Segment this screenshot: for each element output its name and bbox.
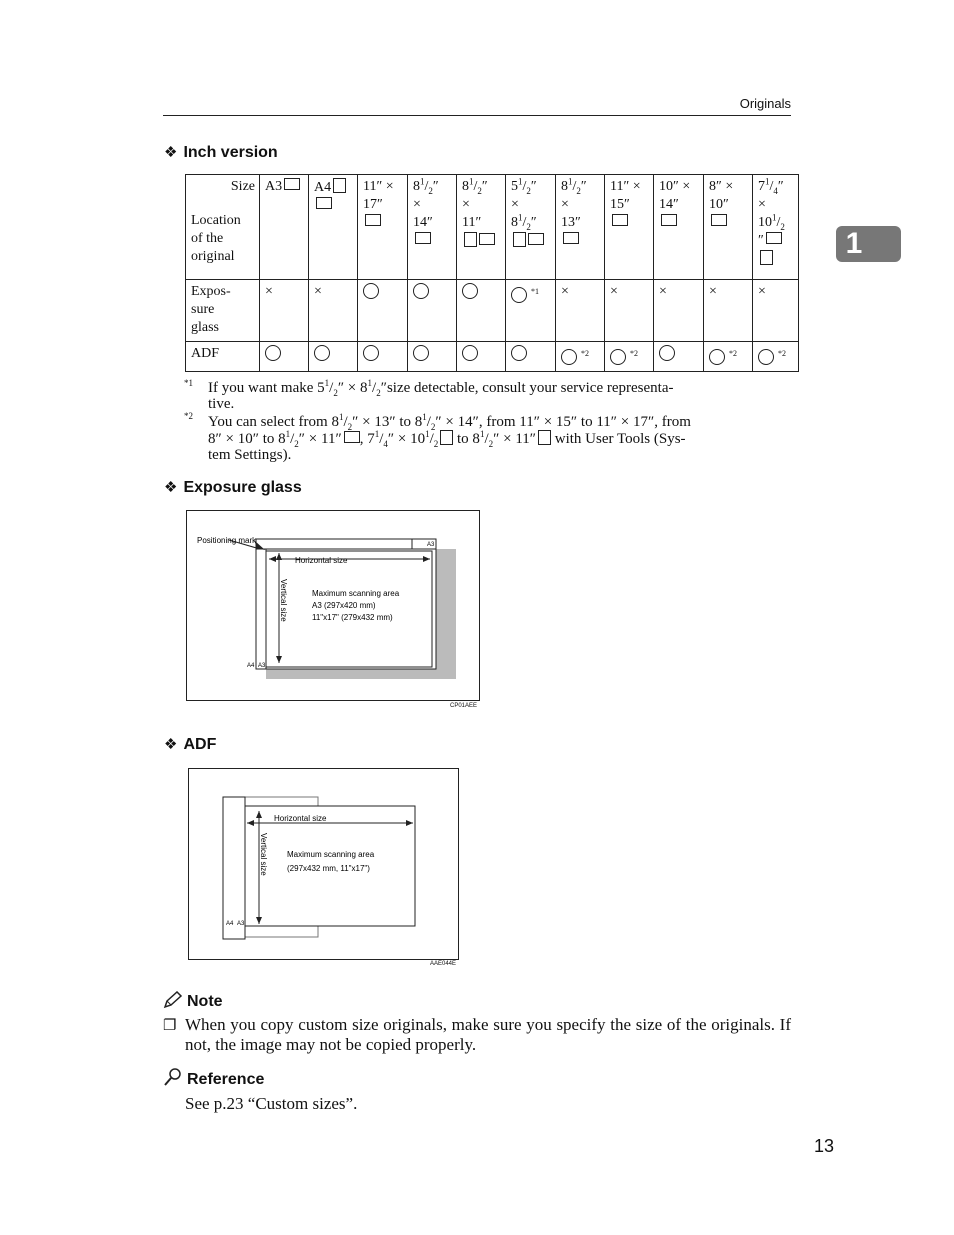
exposure-glass-heading (164, 478, 302, 497)
landscape-orientation-icon (365, 214, 381, 226)
footnote-1: If you want make $5^1/_2''$ × $8^1/_2''size$ detectable, consult your service representa- tive. (208, 378, 674, 412)
adf-diagram (189, 769, 458, 959)
table-cell: × (605, 280, 654, 342)
supported-circle-icon (511, 345, 527, 361)
supported-circle-icon (462, 283, 478, 299)
landscape-orientation-icon (612, 214, 628, 226)
supported-circle-icon (561, 349, 577, 365)
col-header-7q-x10h: $7^1/_4''$ × $10^1/_2$ ″ (753, 175, 799, 280)
supported-circle-icon (413, 283, 429, 299)
max-scanning-area-label: Maximum scanning area (287, 850, 375, 859)
chapter-number: 1 (845, 227, 863, 260)
row-label-exposure-glass: Expos- sure glass (186, 280, 260, 342)
table-cell: *2 (753, 342, 799, 372)
checkbox-bullet-icon: ❐ (163, 1018, 177, 1034)
positioning-mark-label: Positioning mark (197, 536, 257, 545)
supported-circle-icon (610, 349, 626, 365)
supported-circle-icon (462, 345, 478, 361)
supported-circle-icon (709, 349, 725, 365)
size-location-table (185, 174, 799, 372)
supported-circle-icon (363, 283, 379, 299)
a4-tag: A4 (247, 663, 255, 669)
vertical-size-label: Vertical size (279, 579, 288, 622)
supported-circle-icon (758, 349, 774, 365)
table-cell (358, 280, 408, 342)
reference-heading (163, 1067, 264, 1089)
adf-figure (188, 768, 459, 960)
diamond-bullet-icon: ❖ (164, 737, 178, 753)
col-header-8h-x13: $8^1/_2''$ × 13″ (556, 175, 605, 280)
portrait-orientation-icon (333, 178, 346, 193)
table-cell: *1 (506, 280, 556, 342)
table-cell (654, 342, 704, 372)
exposure-figure-code: CP01AEE (450, 703, 478, 709)
exposure-glass-title: Exposure glass (183, 479, 302, 496)
table-cell (309, 342, 358, 372)
row-label-adf: ADF (186, 342, 260, 372)
col-header-5h-x8h: $5^1/_2''$ × $8^1/_2''$ (506, 175, 556, 280)
landscape-orientation-icon (661, 214, 677, 226)
note-title: Note (187, 993, 223, 1010)
supported-circle-icon (659, 345, 675, 361)
max-scanning-area-label: Maximum scanning area (312, 589, 400, 598)
portrait-orientation-icon (538, 430, 551, 445)
magnifier-icon (163, 1067, 183, 1087)
supported-circle-icon (363, 345, 379, 361)
portrait-orientation-icon (464, 232, 477, 247)
page-number: 13 (813, 1136, 834, 1156)
diamond-bullet-icon: ❖ (164, 145, 178, 161)
col-header-10x14: 10″ × 14″ (654, 175, 704, 280)
footnote-2-mark: *2 (184, 411, 193, 421)
table-cell: *2 (704, 342, 753, 372)
inch-version-title: Inch version (183, 144, 278, 161)
table-cell: × (556, 280, 605, 342)
supported-circle-icon (511, 287, 527, 303)
footnote-2: You can select from $8^1/_2'' \times 13''$ to $8^1/_2'' \times 14''$, from 11″ × 15″ to 11″ × 17″, from 8″ × 10″ to $8^1/_2'' \times 11''$ , $7^1/_4'' \times 10^1/_2$ to $8^1/_2'' \times 11''$ with User Tools (Sys- tem Settings). (208, 412, 691, 463)
area-a3-label: A3 (297x420 mm) (312, 601, 376, 610)
note-heading (163, 991, 223, 1011)
a3-tag: A3 (427, 542, 435, 548)
area-size-label: (297x432 mm, 11"x17") (287, 864, 370, 873)
landscape-orientation-icon (563, 232, 579, 244)
vertical-size-label: Vertical size (259, 833, 268, 876)
table-cell (260, 342, 309, 372)
col-header-8h-x14: $8^1/_2''$ × 14″ (408, 175, 457, 280)
table-cell: *2 (556, 342, 605, 372)
pencil-icon (163, 991, 183, 1009)
table-cell (408, 342, 457, 372)
adf-figure-code: AAE044E (430, 961, 457, 967)
note-text: When you copy custom size originals, make sure you specify the size of the originals. If not, the image may not be copied properly. (185, 1015, 791, 1054)
col-header-8x10: 8″ × 10″ (704, 175, 753, 280)
reference-title: Reference (187, 1071, 265, 1088)
portrait-orientation-icon (513, 232, 526, 247)
supported-circle-icon (413, 345, 429, 361)
supported-circle-icon (314, 345, 330, 361)
col-header-a4: A4 (309, 175, 358, 280)
exposure-glass-diagram (187, 511, 479, 700)
landscape-orientation-icon (344, 431, 360, 443)
horizontal-size-label: Horizontal size (274, 814, 327, 823)
landscape-orientation-icon (479, 233, 495, 245)
area-inch-label: 11"x17" (279x432 mm) (312, 613, 393, 622)
landscape-orientation-icon (528, 233, 544, 245)
col-header-8h-x11: $8^1/_2''$ × 11″ (457, 175, 506, 280)
running-header: Originals (739, 96, 791, 111)
table-cell: × (654, 280, 704, 342)
adf-title: ADF (183, 736, 217, 753)
col-header-11x17: 11″ × 17″ (358, 175, 408, 280)
exposure-glass-figure (186, 510, 480, 701)
a3-tag-side: A3 (258, 663, 266, 669)
header-rule (163, 115, 791, 116)
col-header-a3: A3 (260, 175, 309, 280)
table-cell (457, 342, 506, 372)
reference-link[interactable]: See p.23 “Custom sizes”. (185, 1094, 358, 1113)
supported-circle-icon (265, 345, 281, 361)
table-cell: × (704, 280, 753, 342)
landscape-orientation-icon (711, 214, 727, 226)
table-cell: × (260, 280, 309, 342)
col-header-11x15: 11″ × 15″ (605, 175, 654, 280)
landscape-orientation-icon (284, 178, 300, 190)
a4-tag: A4 (226, 921, 234, 927)
diamond-bullet-icon: ❖ (164, 480, 178, 496)
table-cell: × (753, 280, 799, 342)
landscape-orientation-icon (415, 232, 431, 244)
adf-heading (164, 735, 216, 754)
portrait-orientation-icon (440, 430, 453, 445)
inch-version-heading (164, 143, 278, 162)
horizontal-size-label: Horizontal size (295, 556, 348, 565)
table-corner-cell: Size Location of the original (186, 175, 260, 280)
landscape-orientation-icon (316, 197, 332, 209)
portrait-orientation-icon (760, 250, 773, 265)
table-cell: × (309, 280, 358, 342)
table-cell: *2 (605, 342, 654, 372)
footnote-1-mark: *1 (184, 378, 193, 388)
table-cell (506, 342, 556, 372)
a3-tag: A3 (237, 921, 245, 927)
table-cell (457, 280, 506, 342)
table-cell (358, 342, 408, 372)
table-cell (408, 280, 457, 342)
landscape-orientation-icon (766, 232, 782, 244)
